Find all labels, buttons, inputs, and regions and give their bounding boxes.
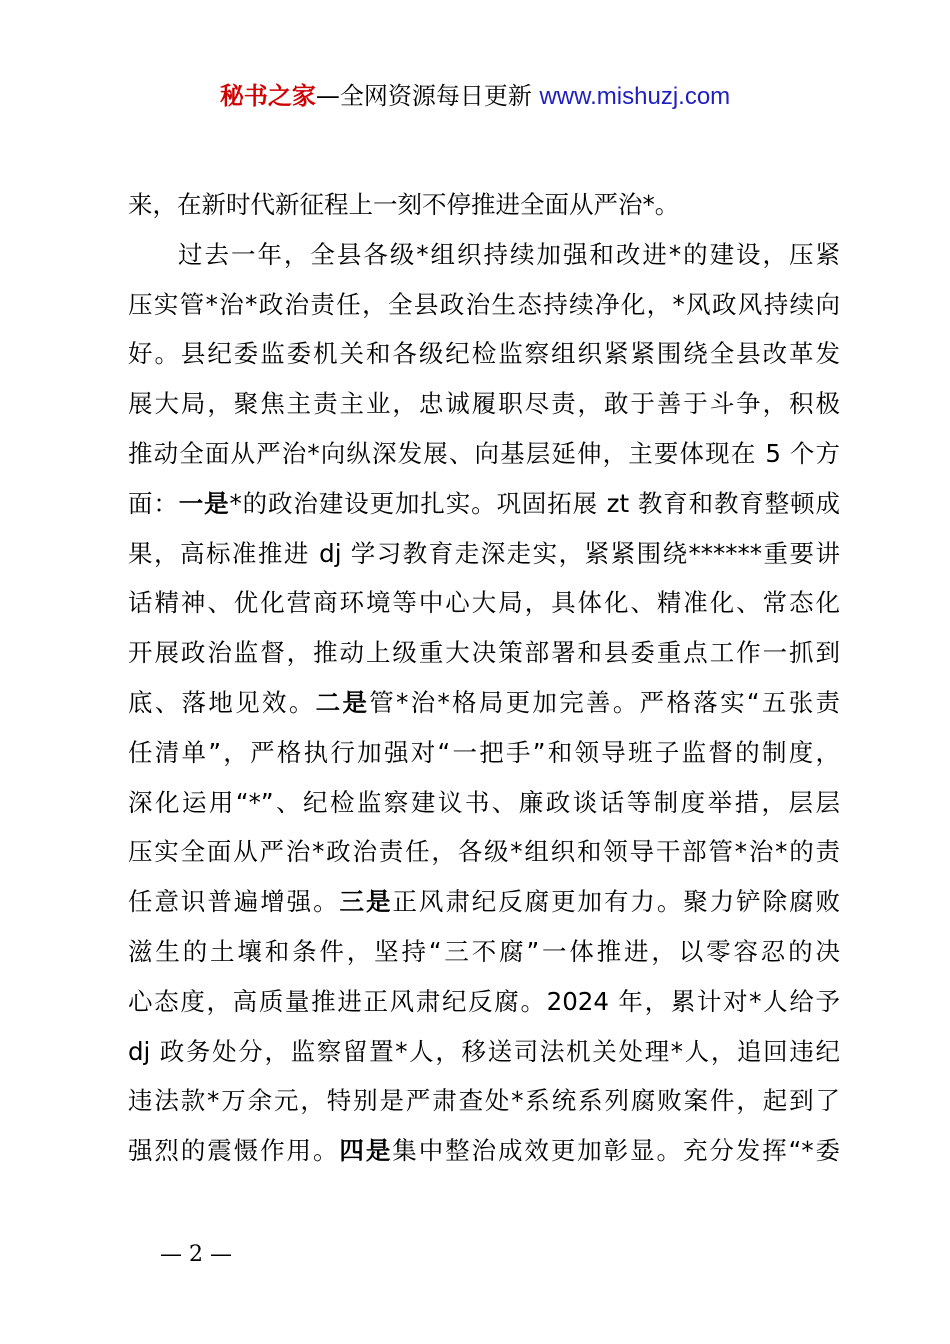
site-url-link[interactable]: www.mishuzj.com <box>539 83 731 110</box>
bold-point-label: 四是 <box>339 1136 393 1166</box>
paragraph-line: 面：一是*的政治建设更加扎实。巩固拓展 zt 教育和教育整顿成 <box>128 488 840 518</box>
paragraph-line: 压实全面从严治*政治责任，各级*组织和领导干部管*治*的责 <box>128 837 840 867</box>
paragraph-line: 违法款*万余元，特别是严肃查处*系统系列腐败案件，起到了 <box>128 1086 840 1116</box>
paragraph-line: 果，高标准推进 dj 学习教育走深走实，紧紧围绕******重要讲 <box>128 538 840 568</box>
bold-point-label: 二是 <box>315 687 370 717</box>
header-tagline: —全网资源每日更新 <box>315 82 532 110</box>
document-body <box>128 180 840 1176</box>
paragraph-line: 展大局，聚焦主责主业，忠诚履职尽责，敢于善于斗争，积极 <box>128 389 840 419</box>
paragraph-line: 来，在新时代新征程上一刻不停推进全面从严治*。 <box>128 190 680 219</box>
bold-point-label: 一是 <box>178 488 230 518</box>
paragraph-line: 任意识普遍增强。三是正风肃纪反腐更加有力。聚力铲除腐败 <box>128 887 841 917</box>
paragraph-line: 底、落地见效。二是管*治*格局更加完善。严格落实“五张责 <box>128 687 841 717</box>
paragraph-line: 滋生的土壤和条件，坚持“三不腐”一体推进，以零容忍的决 <box>128 936 840 966</box>
page-number: — 2 — <box>160 1242 232 1267</box>
paragraph-line: 任清单”，严格执行加强对“一把手”和领导班子监督的制度， <box>128 737 840 767</box>
brand-name: 秘书之家 <box>219 82 316 110</box>
paragraph-line: 压实管*治*政治责任，全县政治生态持续净化，*风政风持续向 <box>128 289 840 319</box>
site-header <box>0 78 950 115</box>
paragraph-line: 强烈的震慑作用。四是集中整治成效更加彰显。充分发挥“*委 <box>128 1136 841 1166</box>
paragraph-line: dj 政务处分，监察留置*人，移送司法机关处理*人，追回违纪 <box>128 1036 840 1066</box>
paragraph-line: 开展政治监督，推动上级重大决策部署和县委重点工作一抓到 <box>128 638 840 668</box>
paragraph-line: 过去一年，全县各级*组织持续加强和改进*的建设，压紧 <box>178 239 840 269</box>
paragraph-line: 话精神、优化营商环境等中心大局，具体化、精准化、常态化 <box>128 588 840 618</box>
paragraph-line: 深化运用“*”、纪检监察建议书、廉政谈话等制度举措，层层 <box>128 787 840 817</box>
paragraph-line: 推动全面从严治*向纵深发展、向基层延伸，主要体现在 5 个方 <box>128 438 840 468</box>
bold-point-label: 三是 <box>339 887 393 917</box>
paragraph-line: 好。县纪委监委机关和各级纪检监察组织紧紧围绕全县改革发 <box>128 339 840 369</box>
paragraph-line: 心态度，高质量推进正风肃纪反腐。2024 年，累计对*人给予 <box>128 986 840 1016</box>
